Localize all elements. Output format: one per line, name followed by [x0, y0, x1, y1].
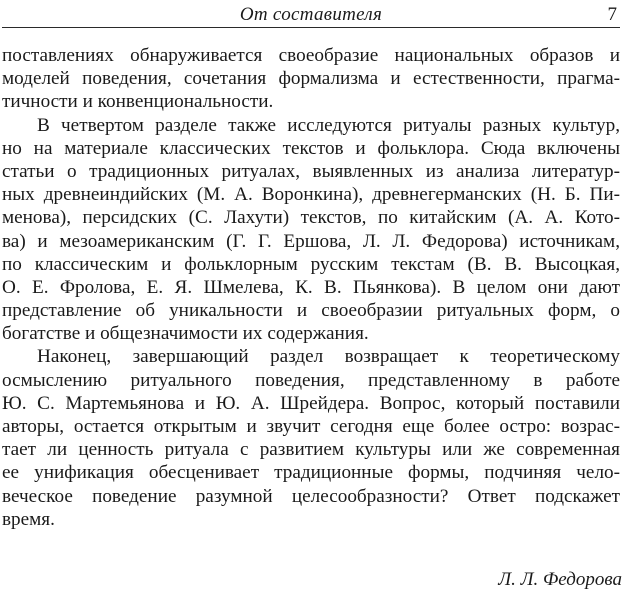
text-line: по классическим и фольклорным русским текстам (В. В. Высоцкая, [2, 253, 620, 275]
page-number: 7 [607, 4, 617, 25]
text-line: В четвертом разделе также исследуются ритуалы разных культур, [37, 114, 620, 136]
text-line: О. Е. Фролова, Е. Я. Шмелева, К. В. Пьянкова). В целом они дают [2, 276, 620, 298]
text-line: поставлениях обнаруживается своеобразие национальных образов и [2, 45, 620, 66]
text-line: время. [2, 508, 55, 530]
text-line: ных древнеиндийских (М. А. Воронкина), древнегерманских (Н. Б. Пи- [2, 184, 620, 206]
author-signature: Л. Л. Федорова [498, 569, 622, 590]
text-line: тает ли ценность ритуала с развитием культуры или же современная [2, 439, 620, 461]
paragraph-1 [2, 44, 620, 114]
text-line: ее унификация обесценивает традиционные формы, подчиняя чело- [2, 462, 620, 484]
text-line: Наконец, завершающий раздел возвращает к теоретическому [37, 346, 620, 368]
text-line: авторы, остается открытым и звучит сегодня еще более остро: возрас- [2, 416, 620, 437]
text-line: тичности и конвенциональности. [2, 91, 274, 113]
text-line: но на материале классических текстов и фольклора. Сюда включены [2, 137, 620, 159]
text-line: представление об уникальности и своеобразии ритуальных форм, о [2, 300, 620, 322]
running-title: От составителя [239, 4, 383, 25]
running-header [2, 0, 620, 28]
paragraph-3 [2, 345, 620, 531]
text-line: осмыслению ритуального поведения, представленному в работе [2, 369, 620, 391]
text-line: ва) и мезоамериканским (Г. Г. Ершова, Л. Л. Федорова) источникам, [2, 230, 620, 252]
text-line: моделей поведения, сочетания формализма и естественности, прагма- [2, 68, 620, 90]
text-line: менова), персидских (С. Лахути) текстов, по китайским (А. А. Кото- [2, 207, 620, 229]
text-line: Ю. С. Мартемьянова и Ю. А. Шрейдера. Вопрос, который поставили [2, 392, 620, 414]
text-line: веческое поведение разумной целесообразности? Ответ подскажет [2, 485, 620, 507]
body-text [2, 44, 620, 531]
text-line: богатстве и общезначимости их содержания. [2, 323, 369, 345]
text-line: статьи о традиционных ритуалах, выявленных из анализа литератур- [2, 160, 620, 182]
paragraph-2 [2, 114, 620, 346]
